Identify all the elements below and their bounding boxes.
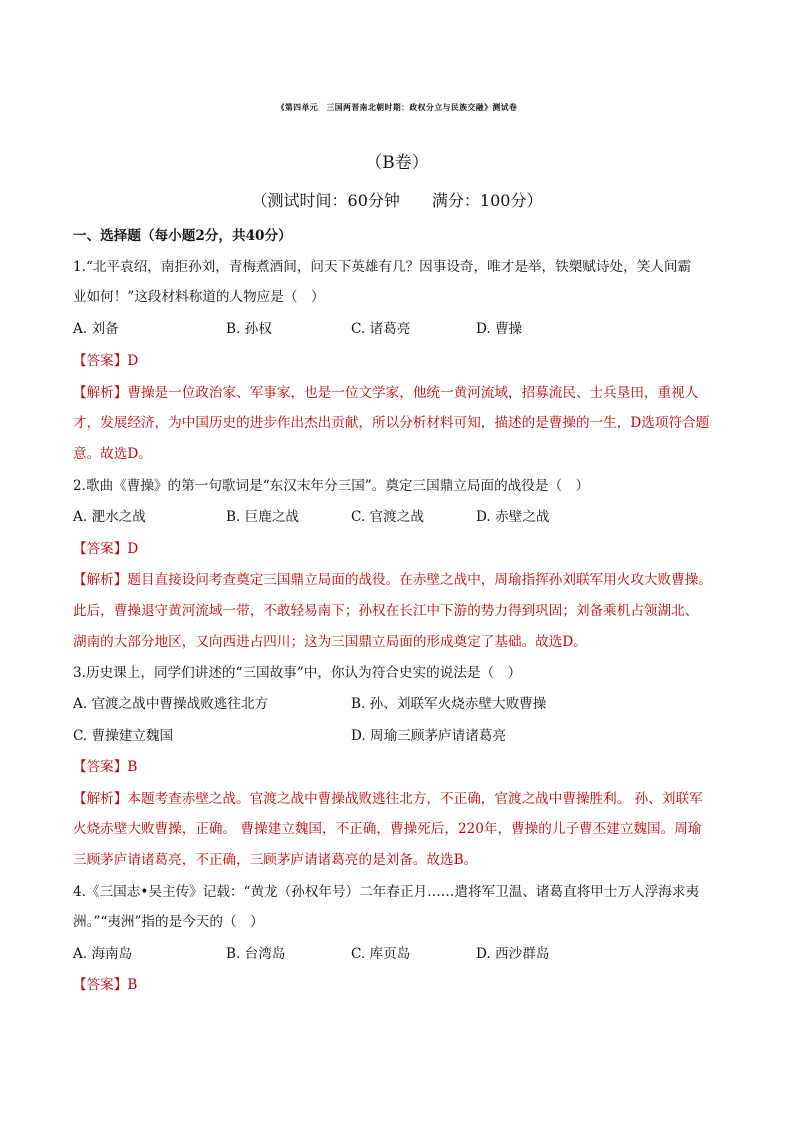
answer-label: 【答案】	[73, 759, 128, 775]
question-1-analysis-line-2: 才，发展经济，为中国历史的进步作出杰出贡献，所以分析材料可知，描述的是曹操的一生，D选项符合题	[73, 415, 710, 431]
answer-label: 【答案】	[73, 977, 128, 993]
question-3-analysis-line-3: 三顾茅庐请诸葛亮，不正确，三顾茅庐请诸葛亮的是刘备。故选B。	[73, 852, 478, 868]
analysis-text: 题目直接设问考查奠定三国鼎立局面的战役。在赤壁之战中，周瑜指挥孙刘联军用火攻大败曹操。	[127, 572, 712, 588]
analysis-text: 曹操是一位政治家、军事家，也是一位文学家，他统一黄河流域，招募流民、士兵垦田，重视人	[127, 385, 699, 401]
question-1-answer	[73, 352, 138, 370]
question-2-text-line-1: 2.歌曲《曹操》的第一句歌词是“东汉末年分三国”。奠定三国鼎立局面的战役是（ ）	[73, 478, 590, 494]
question-2-option-c: C. 官渡之战	[351, 509, 424, 525]
question-4-option-d: D. 西沙群岛	[476, 946, 550, 962]
question-3-option-a: A. 官渡之战中曹操战败逃往北方	[73, 696, 269, 712]
answer-value: D	[127, 353, 139, 369]
analysis-label: 【解析】	[73, 572, 128, 588]
question-2-option-d: D. 赤壁之战	[476, 509, 550, 525]
question-4-text-line-1: 4.《三国志•吴主传》记载：“黄龙（孙权年号）二年春正月……遣将军卫温、诸葛直将甲士万人浮海求夷	[73, 884, 700, 900]
question-1-option-d: D. 曹操	[476, 321, 523, 337]
question-1-analysis-line-1	[73, 384, 698, 402]
question-2-analysis-line-1	[73, 571, 712, 589]
question-2-option-a: A. 淝水之战	[73, 509, 146, 525]
answer-value: B	[127, 759, 138, 775]
question-4-option-c: C. 库页岛	[351, 946, 411, 962]
question-1-option-a: A. 刘备	[73, 321, 119, 337]
answer-value: B	[127, 977, 138, 993]
question-4-option-a: A. 海南岛	[73, 946, 133, 962]
question-4-text-line-2: 洲。”“夷洲”指的是今天的（ ）	[73, 914, 264, 930]
question-3-answer	[73, 758, 137, 776]
question-3-text-line-1: 3.历史课上，同学们讲述的“三国故事”中，你认为符合史实的说法是（ ）	[73, 665, 522, 681]
question-4-answer	[73, 976, 137, 994]
question-1-text-line-1: 1.“北平袁绍，南拒孙刘，青梅煮酒间，问天下英雄有几？因事设奇，唯才是举，铁槊赋诗处，笑人间霸	[73, 259, 692, 275]
question-3-analysis-line-2: 火烧赤壁大败曹操，正确。 曹操建立魏国，不正确，曹操死后，220年，曹操的儿子曹丕建立魏国。周瑜	[73, 821, 702, 837]
answer-label: 【答案】	[73, 541, 128, 557]
analysis-text: 本题考查赤壁之战。官渡之战中曹操战败逃往北方，不正确，官渡之战中曹操胜利。 孙、刘联军	[127, 791, 703, 807]
question-3-option-d: D. 周瑜三顾茅庐请诸葛亮	[351, 728, 506, 744]
answer-value: D	[127, 541, 139, 557]
section-heading: 一、选择题（每小题2分，共40分）	[73, 228, 292, 244]
question-1-option-c: C. 诸葛亮	[351, 321, 411, 337]
page-title: 《第四单元 三国两晋南北朝时期：政权分立与民族交融》测试卷	[276, 103, 518, 112]
question-2-analysis-line-3: 湖南的大部分地区，又向西进占四川；这为三国鼎立局面的形成奠定了基础。故选D。	[73, 634, 587, 650]
question-4-option-b: B. 台湾岛	[226, 946, 286, 962]
question-1-text-line-2: 业如何！”这段材料称道的人物应是（ ）	[73, 289, 325, 305]
answer-label: 【答案】	[73, 353, 128, 369]
question-2-answer	[73, 540, 138, 558]
analysis-label: 【解析】	[73, 791, 128, 807]
test-time-info: （测试时间：60分钟 满分：100分）	[251, 191, 543, 210]
paper-version: （B卷）	[365, 153, 429, 173]
question-3-option-c: C. 曹操建立魏国	[73, 728, 174, 744]
question-2-option-b: B. 巨鹿之战	[226, 509, 300, 525]
question-1-analysis-line-3: 意。故选D。	[73, 446, 152, 462]
analysis-label: 【解析】	[73, 385, 128, 401]
question-3-option-b: B. 孙、刘联军火烧赤壁大败曹操	[351, 696, 547, 712]
question-2-analysis-line-2: 此后，曹操退守黄河流域一带，不敢轻易南下；孙权在长江中下游的势力得到巩固；刘备乘机占领湖北、	[73, 603, 699, 619]
question-3-analysis-line-1	[73, 790, 703, 808]
question-1-option-b: B. 孙权	[226, 321, 272, 337]
